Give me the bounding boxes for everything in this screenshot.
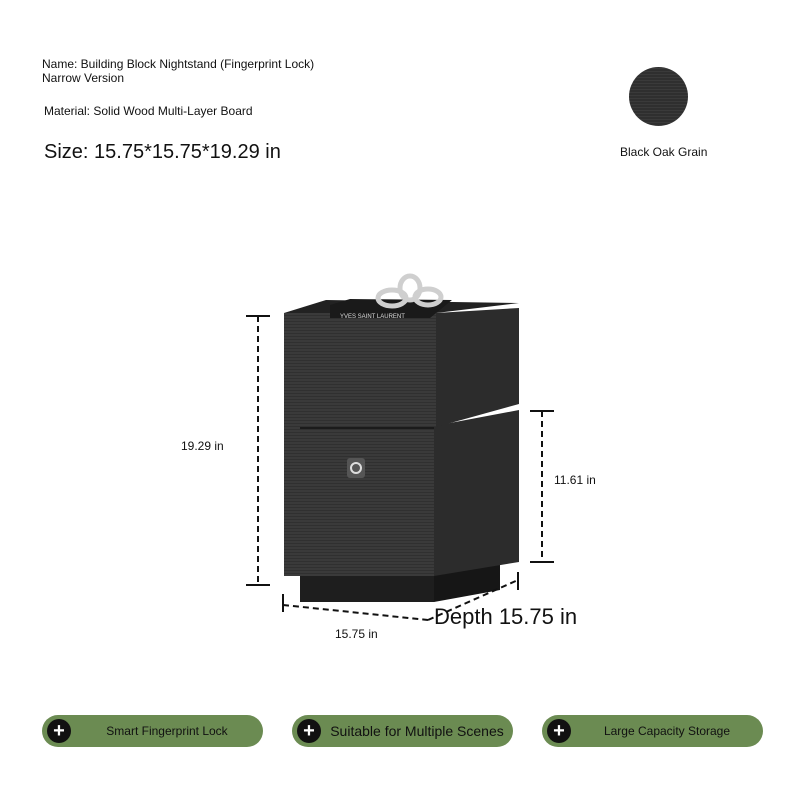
width-label: 15.75 in (335, 627, 378, 641)
height-lower-label: 11.61 in (554, 473, 596, 487)
upper-cabinet-front (284, 313, 436, 427)
product-name-line1: Name: Building Block Nightstand (Fingerprint Lock) (42, 57, 315, 71)
decor-brand-text: YVES SAINT LAURENT (340, 314, 405, 320)
feature-pill-fingerprint[interactable] (42, 715, 263, 747)
fingerprint-lock-icon (347, 458, 365, 478)
product-material: Material: Solid Wood Multi-Layer Board (44, 104, 253, 118)
feature-label: Large Capacity Storage (603, 724, 731, 738)
height-total-label: 19.29 in (181, 439, 224, 453)
lower-cabinet-front (284, 426, 434, 576)
feature-label: Suitable for Multiple Scenes (330, 723, 504, 739)
product-name-line2: Narrow Version (42, 71, 125, 85)
dimension-height-total (246, 316, 270, 585)
plus-icon: + (547, 719, 571, 743)
feature-pill-scenes[interactable] (292, 715, 513, 747)
dimension-height-lower (530, 411, 554, 562)
color-swatch-label: Black Oak Grain (620, 145, 708, 159)
plus-icon: + (47, 719, 71, 743)
cabinet-base (300, 575, 434, 602)
feature-label: Smart Fingerprint Lock (106, 724, 228, 738)
lower-cabinet-side (434, 410, 519, 576)
plus-icon: + (297, 719, 321, 743)
product-size: Size: 15.75*15.75*19.29 in (44, 141, 281, 163)
feature-pill-storage[interactable] (542, 715, 763, 747)
depth-label: Depth 15.75 in (434, 604, 578, 629)
upper-cabinet-side (436, 308, 519, 427)
